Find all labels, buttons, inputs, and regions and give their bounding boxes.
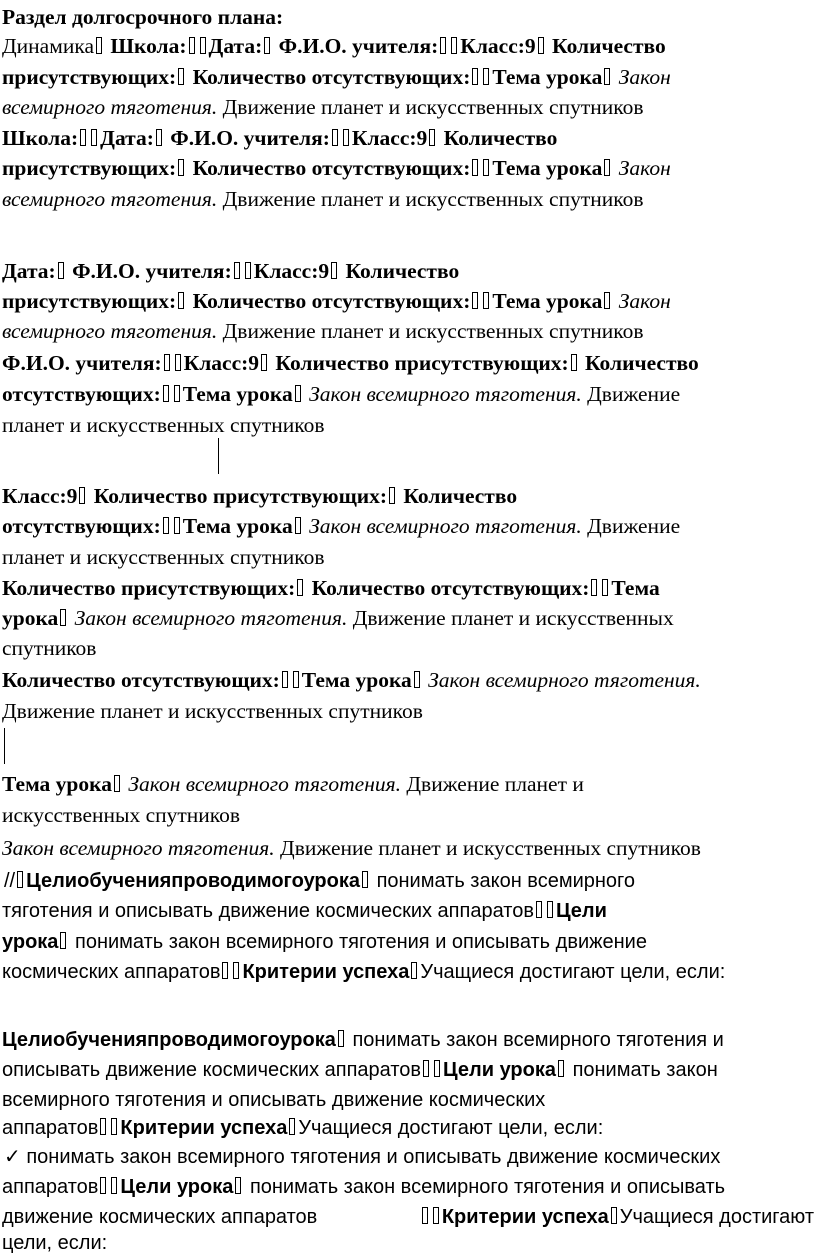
- block3-line3: всемирного тяготения. Движение планет и искусственных спутников: [2, 319, 644, 343]
- block2-line1: Школа: Дата: Ф.И.О. учителя: Класс:9 Количество: [2, 126, 558, 150]
- block1-line3: всемирного тяготения. Движение планет и искусственных спутников: [2, 95, 644, 119]
- vertical-rule-2: [4, 728, 5, 764]
- block5-line2: отсутствующих: Тема урока Закон всемирного тяготения. Движение: [2, 514, 681, 538]
- block9-line1: Закон всемирного тяготения. Движение планет и искусственных спутников: [2, 836, 701, 860]
- block3-line2: присутствующих: Количество отсутствующих: Тема урока Закон: [2, 289, 671, 313]
- vertical-rule: [218, 438, 219, 474]
- block2-line3: всемирного тяготения. Движение планет и искусственных спутников: [2, 187, 644, 211]
- block10-line2: тяготения и описывать движение космических аппаратов Цели: [2, 900, 607, 922]
- block7-line1: Количество отсутствующих: Тема урока Закон всемирного тяготения.: [2, 668, 701, 692]
- heading: Раздел долгосрочного плана:: [2, 5, 284, 29]
- block8-line1: Тема урока Закон всемирного тяготения. Движение планет и: [2, 772, 584, 796]
- block1-line1: Динамика Школа: Дата: Ф.И.О. учителя: Класс:9 Количество: [2, 34, 666, 58]
- block4-line1: Ф.И.О. учителя: Класс:9 Количество присутствующих: Количество: [2, 351, 699, 375]
- block8-line2: искусственных спутников: [2, 803, 241, 827]
- block4-line2: отсутствующих: Тема урока Закон всемирного тяготения. Движение: [2, 382, 681, 406]
- block11-line4: аппаратов Критерии успеха Учащиеся достигают цели, если:: [2, 1117, 604, 1139]
- block5-line1: Класс:9 Количество присутствующих: Количество: [2, 484, 518, 508]
- dynamics-label: Динамика: [2, 34, 94, 58]
- block6-line1: Количество присутствующих: Количество отсутствующих: Тема: [2, 576, 660, 600]
- block10-line3: урока понимать закон всемирного тяготения и описывать движение: [2, 931, 647, 953]
- checkmark-icon: ✓: [4, 1146, 21, 1168]
- block3-line1: Дата: Ф.И.О. учителя: Класс:9 Количество: [2, 259, 460, 283]
- block12-line2: аппаратов Цели урока понимать закон всемирного тяготения и описывать: [2, 1176, 726, 1198]
- block2-line2: присутствующих: Количество отсутствующих: Тема урока Закон: [2, 156, 671, 180]
- block11-line3: всемирного тяготения и описывать движение космических: [2, 1089, 546, 1111]
- quote-icon: //: [4, 870, 16, 892]
- block12-line4: цели, если:: [2, 1232, 108, 1254]
- block11-line2: описывать движение космических аппаратов Цели урока понимать закон: [2, 1059, 718, 1081]
- block12-line3: движение космических аппаратов Критерии успеха Учащиеся достигают: [2, 1206, 814, 1228]
- block5-line3: планет и искусственных спутников: [2, 545, 325, 569]
- block10-line4: космических аппаратов Критерии успеха Учащиеся достигают цели, если:: [2, 961, 726, 983]
- block10-line1: // Целиобученияпроводимогоурока понимать закон всемирного: [4, 870, 636, 892]
- block6-line2: урока Закон всемирного тяготения. Движение планет и искусственных: [2, 606, 674, 630]
- block12-line1: ✓ понимать закон всемирного тяготения и описывать движение космических: [4, 1146, 721, 1168]
- block11-line1: Целиобученияпроводимогоурока понимать закон всемирного тяготения и: [2, 1029, 724, 1051]
- block6-line3: спутников: [2, 636, 97, 660]
- block7-line2: Движение планет и искусственных спутников: [2, 699, 423, 723]
- block1-line2: присутствующих: Количество отсутствующих: Тема урока Закон: [2, 65, 671, 89]
- block4-line3: планет и искусственных спутников: [2, 413, 325, 437]
